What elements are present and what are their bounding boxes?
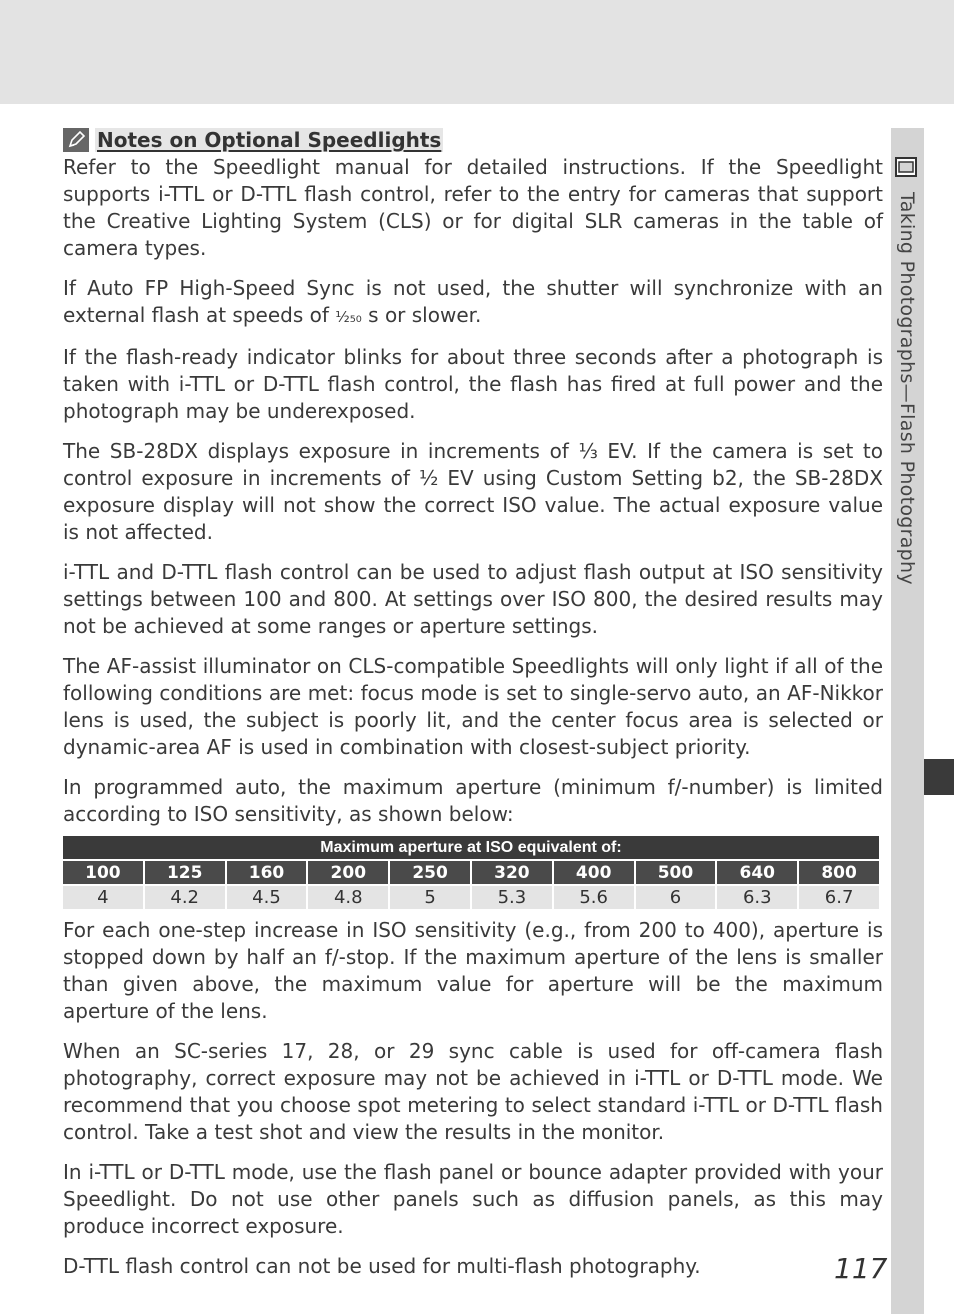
fraction-shutter-speed: ¹⁄₂₅₀ (335, 308, 362, 326)
note-title: Notes on Optional Speedlights (97, 128, 442, 152)
note-heading (63, 126, 883, 154)
aperture-cell: 4.2 (145, 886, 225, 909)
chapter-tab-marker (924, 759, 954, 795)
paragraph-text: EV using Custom Setting b2, the SB-28DX exposure display will not show the correct ISO value. The actual exposure value is not affected. (63, 466, 884, 544)
aperture-cell: 6.7 (799, 886, 879, 909)
paragraph-flash-panel: In i-TTL or D-TTL mode, use the flash panel or bounce adapter provided with your Speedlight. Do not use other panels such as diffusion panels, as this may produce incorrect exposure. (63, 1160, 883, 1238)
aperture-cell: 4 (63, 886, 143, 909)
paragraph-flash-ready: If the flash-ready indicator blinks for about three seconds after a photograph is taken with i-TTL or D-TTL flash control, the flash has fired at full power and the photograph may be underexposed. (63, 345, 883, 423)
fraction-half: ½ (418, 466, 439, 490)
iso-cell: 200 (308, 861, 388, 884)
page-number: 117 (834, 1252, 888, 1285)
aperture-cell: 6 (636, 886, 716, 909)
paragraph-text: EV. If the camera is set to control exposure in increments of (63, 439, 883, 490)
paragraph-speedlight-manual: Refer to the Speedlight manual for detailed instructions. If the Speedlight supports i-TTL or D-TTL flash control, refer to the entry for cameras that support the Creative Lighting System (CLS) or for digital SLR cameras in the table of camera types. (63, 155, 883, 260)
pencil-icon (63, 128, 89, 152)
iso-cell: 160 (227, 861, 307, 884)
iso-cell: 400 (554, 861, 634, 884)
aperture-table (61, 834, 881, 911)
aperture-row (63, 886, 879, 909)
paragraph-multi-flash: D-TTL flash control can not be used for multi-flash photography. (63, 1254, 701, 1278)
aperture-cell: 5 (390, 886, 470, 909)
page-content (63, 126, 888, 1293)
paragraph-iso-range: i-TTL and D-TTL flash control can be used to adjust flash output at ISO sensitivity settings between 100 and 800. At settings over ISO 800, the desired results may not be achieved at some ranges or aperture settings. (63, 560, 883, 638)
header-band (0, 0, 954, 104)
paragraph-one-step-increase: For each one-step increase in ISO sensitivity (e.g., from 200 to 400), aperture is stopped down by half an f/-stop. If the maximum aperture of the lens is smaller than given above, the maximum value for aperture will be the maximum aperture of the lens. (63, 918, 883, 1023)
paragraph-text: The SB-28DX displays exposure in increments of (63, 439, 579, 463)
aperture-cell: 4.8 (308, 886, 388, 909)
paragraph-text: If Auto FP High-Speed Sync is not used, the shutter will synchronize with an external flash at speeds of (63, 276, 883, 327)
paragraph-text: s or slower. (361, 303, 482, 327)
iso-cell: 640 (717, 861, 797, 884)
table-caption: Maximum aperture at ISO equivalent of: (63, 836, 879, 859)
paragraph-sb28dx (63, 438, 883, 546)
iso-cell: 250 (390, 861, 470, 884)
fraction-third: ⅓ (578, 439, 598, 463)
iso-cell: 800 (799, 861, 879, 884)
iso-cell: 125 (145, 861, 225, 884)
aperture-cell: 5.3 (472, 886, 552, 909)
section-title: Taking Photographs—Flash Photography (896, 192, 918, 585)
aperture-cell: 5.6 (554, 886, 634, 909)
iso-cell: 100 (63, 861, 143, 884)
paragraph-af-assist: The AF-assist illuminator on CLS-compatible Speedlights will only light if all of the following conditions are met: focus mode is set to single-servo auto, an AF-Nikkor lens is used, the subject is poorly lit, and the center focus area is selected or dynamic-area AF is used in combination with closest-subject priority. (63, 654, 883, 759)
aperture-cell: 6.3 (717, 886, 797, 909)
camera-icon (895, 157, 917, 177)
paragraph-sync-cable: When an SC-series 17, 28, or 29 sync cable is used for off-camera flash photography, correct exposure may not be achieved in i-TTL or D-TTL mode. We recommend that you choose spot metering to select standard i-TTL or D-TTL flash control. Take a test shot and view the results in the monitor. (63, 1039, 883, 1144)
paragraph-programmed-auto: In programmed auto, the maximum aperture (minimum f/-number) is limited according to ISO sensitivity, as shown below: (63, 775, 883, 826)
iso-row (63, 861, 879, 884)
iso-cell: 500 (636, 861, 716, 884)
iso-cell: 320 (472, 861, 552, 884)
paragraph-auto-fp-sync (63, 275, 883, 331)
aperture-cell: 4.5 (227, 886, 307, 909)
